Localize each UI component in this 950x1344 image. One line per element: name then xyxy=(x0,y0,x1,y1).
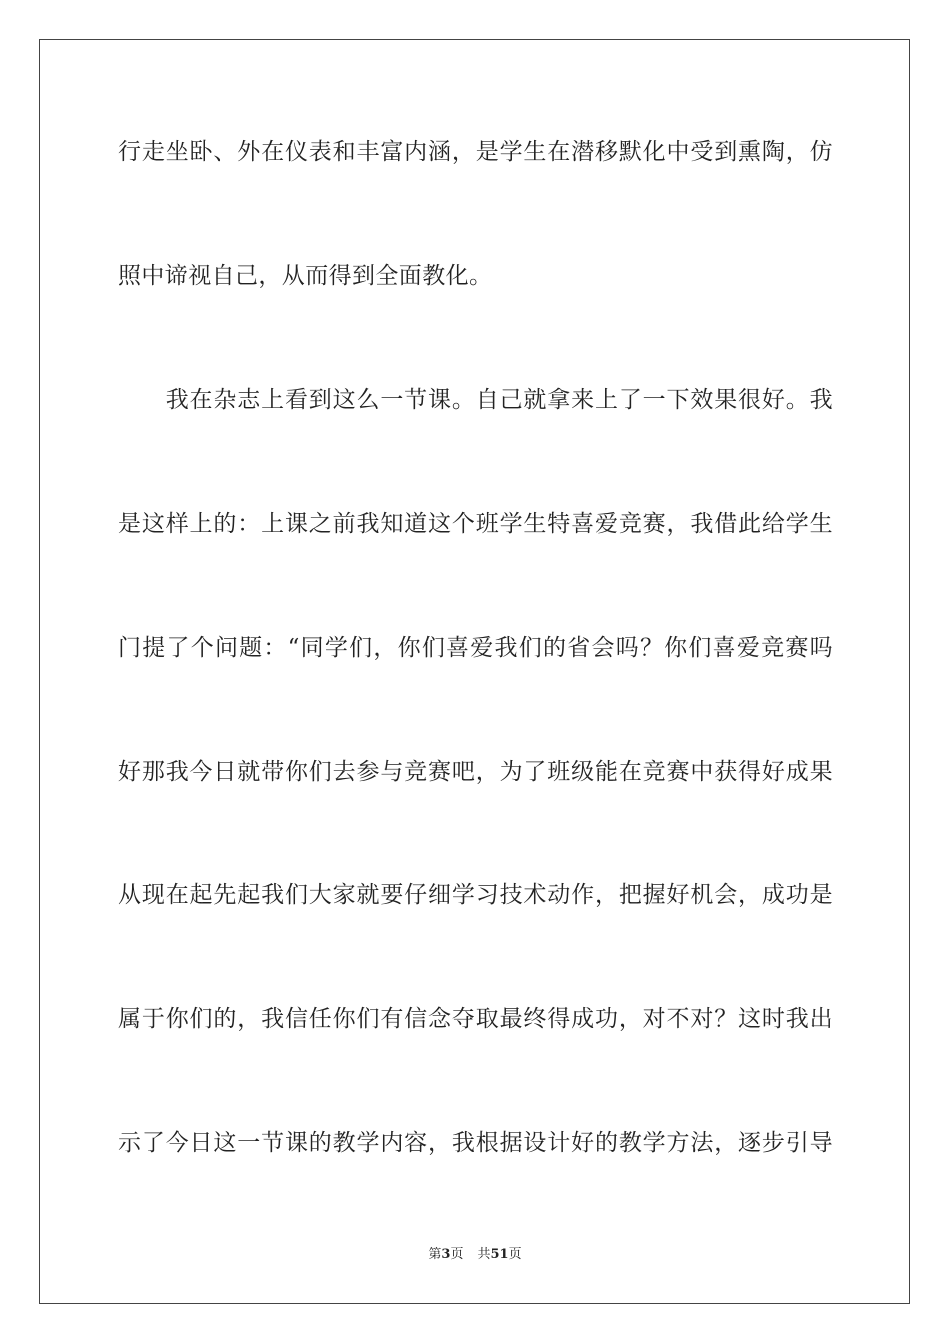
total-pages: 51 xyxy=(490,1247,509,1262)
text-line-2: 照中谛视自己，从而得到全面教化。 xyxy=(118,263,493,289)
total-label-prefix: 共 xyxy=(477,1247,491,1262)
page-footer xyxy=(0,1246,950,1264)
text-line-8: 属于你们的，我信任你们有信念夺取最终得成功，对不对？这时我出 xyxy=(118,1006,833,1032)
text-line-3: 我在杂志上看到这么一节课。自己就拿来上了一下效果很好。我 xyxy=(118,387,833,413)
text-line-6: 好那我今日就带你们去参与竞赛吧，为了班级能在竞赛中获得好成果 xyxy=(118,759,833,785)
text-line-5: 门提了个问题：“同学们，你们喜爱我们的省会吗？你们喜爱竞赛吗 xyxy=(118,635,833,661)
page-label-prefix: 第 xyxy=(428,1247,442,1262)
page-border xyxy=(39,39,910,1304)
text-line-9: 示了今日这一节课的教学内容，我根据设计好的教学方法，逐步引导 xyxy=(118,1130,833,1156)
page-number: 3 xyxy=(441,1247,451,1262)
text-line-7: 从现在起先起我们大家就要仔细学习技术动作，把握好机会，成功是 xyxy=(118,882,833,908)
page-label-suffix: 页 xyxy=(450,1247,464,1262)
text-line-4: 是这样上的：上课之前我知道这个班学生特喜爱竞赛，我借此给学生 xyxy=(118,511,833,537)
text-line-1: 行走坐卧、外在仪表和丰富内涵，是学生在潜移默化中受到熏陶，仿 xyxy=(118,139,833,165)
total-label-suffix: 页 xyxy=(508,1247,522,1262)
